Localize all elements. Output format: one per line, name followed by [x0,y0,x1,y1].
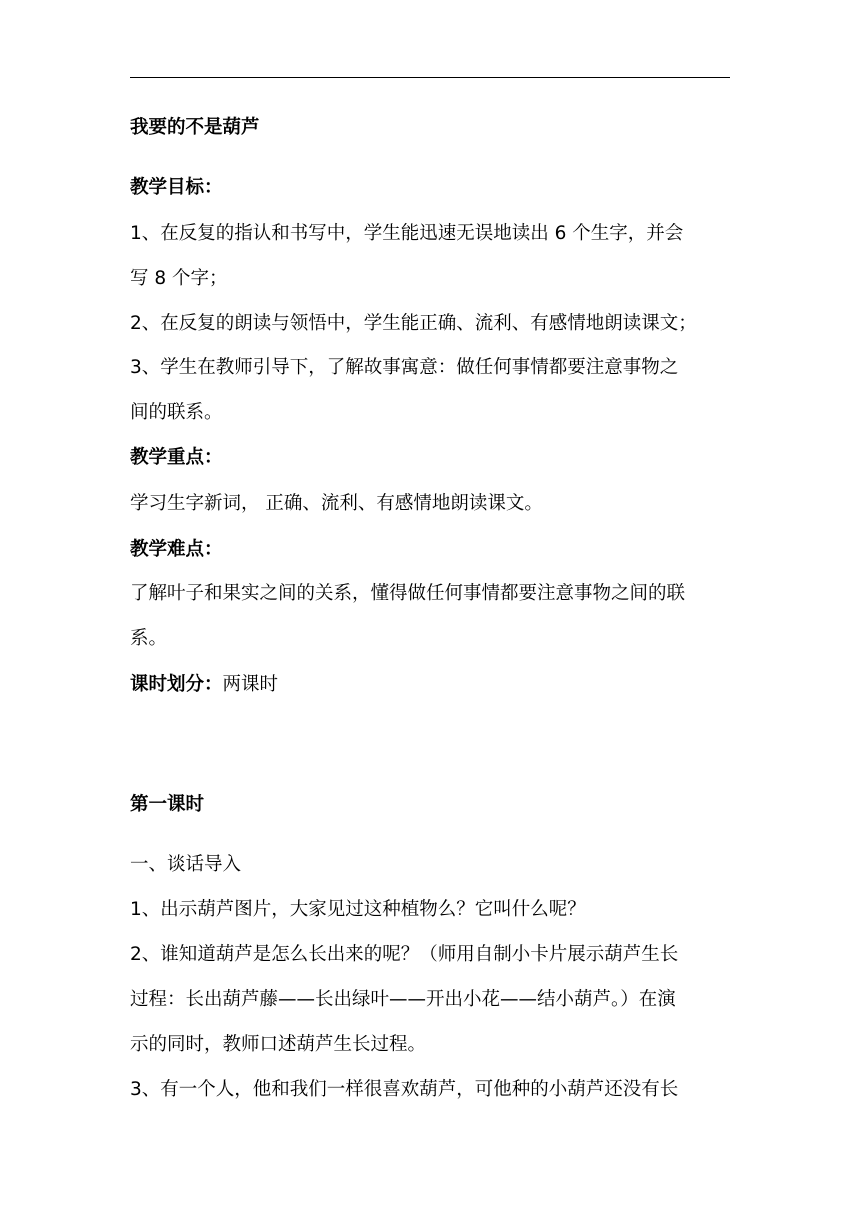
difficulties-line-1: 了解叶子和果实之间的关系，懂得做任何事情都要注意事物之间的联 [130,583,686,604]
difficulties-heading: 教学难点： [130,539,223,560]
schedule-label: 课时划分： [130,674,223,695]
lesson-one-heading: 第一课时 [130,794,205,815]
difficulties-line-2: 系。 [130,628,168,649]
objective-2: 2、在反复的朗读与领悟中，学生能正确、流利、有感情地朗读课文； [130,313,697,334]
step-2-line-2: 过程：长出葫芦藤——长出绿叶——开出小花——结小葫芦。）在演 [130,989,676,1010]
objectives-heading: 教学目标： [130,177,223,198]
step-3-line-1: 3、有一个人，他和我们一样很喜欢葫芦，可他种的小葫芦还没有长 [130,1079,679,1100]
step-1: 1、出示葫芦图片，大家见过这种植物么？它叫什么呢？ [130,899,586,920]
document-title: 我要的不是葫芦 [130,117,260,138]
objective-1-line-2: 写 8 个字； [130,268,228,289]
objective-1-line-1: 1、在反复的指认和书写中，学生能迅速无误地读出 6 个生字，并会 [130,223,684,244]
key-points-heading: 教学重点： [130,447,223,468]
objective-3-line-1: 3、学生在教师引导下，了解故事寓意：做任何事情都要注意事物之 [130,357,679,378]
section-one-heading: 一、谈话导入 [130,854,242,875]
key-points-text: 学习生字新词， 正确、流利、有感情地朗读课文。 [130,493,543,514]
step-2-line-3: 示的同时，教师口述葫芦生长过程。 [130,1034,427,1055]
schedule-row [130,673,740,697]
header-rule [130,77,730,78]
step-2-line-1: 2、谁知道葫芦是怎么长出来的呢？（师用自制小卡片展示葫芦生长 [130,944,679,965]
schedule-value: 两课时 [222,674,279,695]
objective-3-line-2: 间的联系。 [130,402,223,423]
